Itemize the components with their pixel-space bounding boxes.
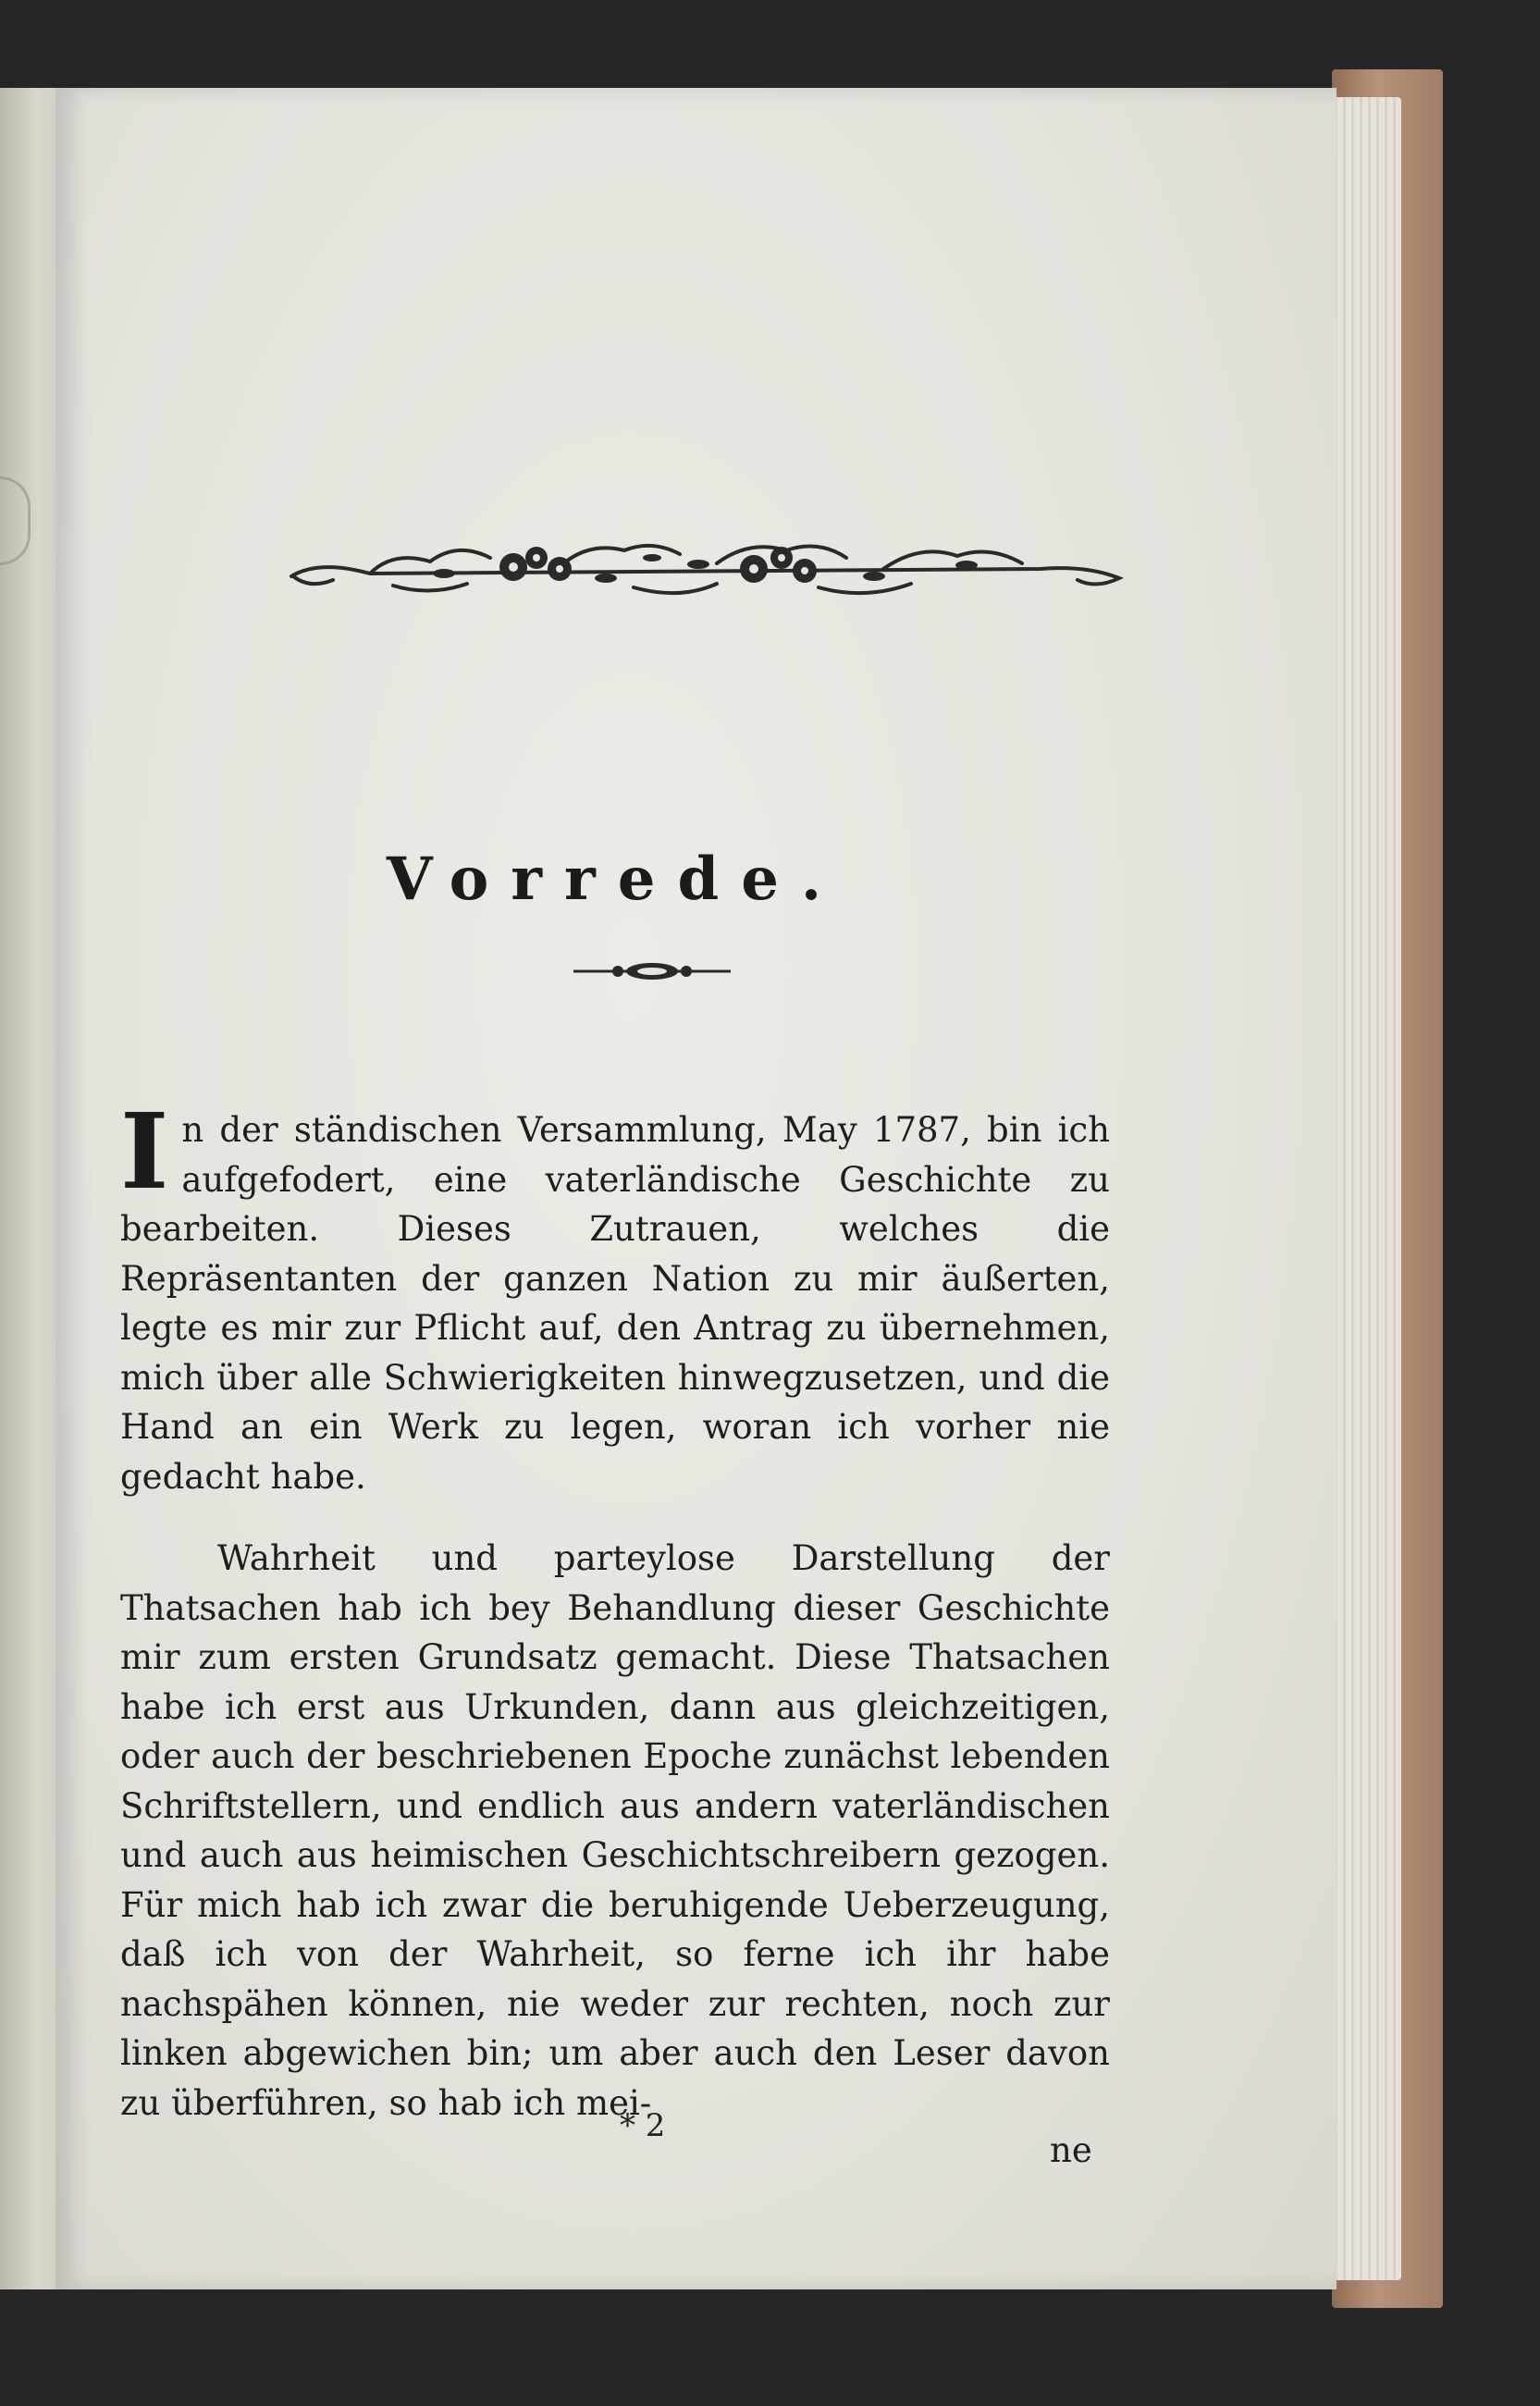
paragraph-1 <box>120 1092 1110 1501</box>
signature-mark: * 2 <box>620 2107 666 2144</box>
drop-cap: I <box>120 1092 169 1213</box>
paragraph-2-text: Wahrheit und parteylose Darstellung der Thatsachen hab ich bey Behandlung dieser Geschichte mir zum ersten Grundsatz gemacht. Diese Thatsachen habe ich erst aus Urkunden, dann aus gleichzeitigen, oder auch der beschriebenen Epoche zunächst lebenden Schriftstellern, und endlich aus andern vaterländischen und auch aus heimischen Geschichtschreibern gezogen. Für mich hab ich zwar die beruhigende Ueberzeugung, daß ich von der Wahrheit, so ferne ich ihr habe nachspähen können, nie weder zur rechten, noch zur linken abgewichen bin; um aber auch den Leser davon zu überführen, so hab ich mei- <box>120 1538 1110 2123</box>
paragraph-2 <box>120 1534 1110 2128</box>
page-content <box>120 88 1110 2289</box>
stamp-mark <box>0 476 31 565</box>
paragraph-1-text: n der ständischen Versammlung, May 1787, bin ich aufgefodert, eine vaterländische Geschichte zu bearbeiten. Dieses Zutrauen, welches die Repräsentanten der ganzen Nation zu mir äußerten, legte es mir zur Pflicht auf, den Antrag zu übernehmen, mich über alle Schwierigkeiten hinwegzusetzen, und die Hand an ein Werk zu legen, woran ich vorher nie gedacht habe. <box>120 1110 1110 1497</box>
decorative-rule <box>573 957 731 985</box>
catchword: ne <box>1050 2130 1092 2170</box>
page-title: Vorrede. <box>386 845 844 914</box>
floral-ornament <box>282 523 1128 606</box>
book-page <box>55 88 1337 2289</box>
